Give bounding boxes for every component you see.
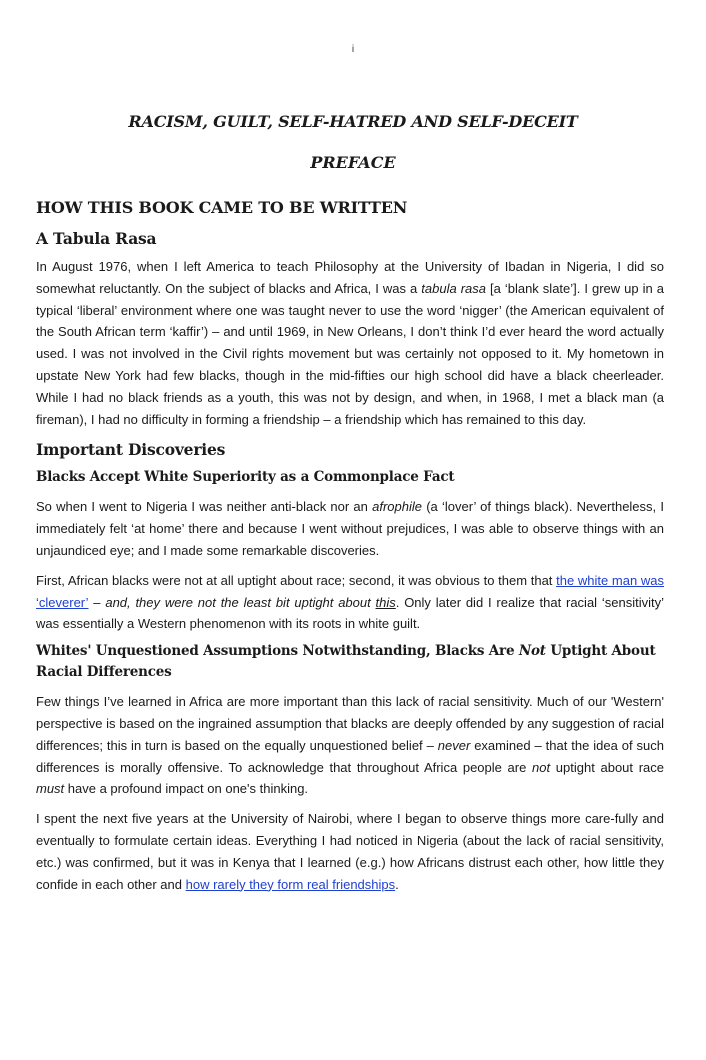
document-body xyxy=(36,198,664,901)
paragraph-first-discovery: First, African blacks were not at all uptight about race; second, it was obvious to them that the white man was ‘cleverer’ – and, they were not the least bit uptight about this. Only later did I realize that racial ‘sensitivity’ was essentially a Western phenomenon with its roots in white guilt. xyxy=(36,572,664,632)
document-title: RACISM, GUILT, SELF-HATRED AND SELF-DECEIT xyxy=(128,112,578,131)
preface-heading: PREFACE xyxy=(310,153,396,172)
paragraph-tabula-rasa: In August 1976, when I left America to teach Philosophy at the University of Ibadan in Nigeria, I did so somewhat reluctantly. On the subject of blacks and Africa, I was a tabula rasa [a ‘blank slate’]. I grew up in a typical ‘liberal’ environment where one was taught never to use the word ‘nigger’ (the American equivalent of the South African term ‘kaffir’) – and until 1969, in New Orleans, I don’t think I’d ever heard the word actually used. I was not involved in the Civil rights movement but was certainly not opposed to it. My hometown in upstate New York had few blacks, though in the mid-fifties our high school did have a black cheerleader. While I had no black friends as a youth, this was not by design, and when, in 1968, I met a black man (a fireman), I had no difficulty in forming a friendship – a friendship which has remained to this day. xyxy=(36,259,664,427)
paragraph-nairobi: I spent the next five years at the University of Nairobi, where I began to observe things more care-fully and eventually to formulate certain ideas. Everything I had noticed in Nigeria (about the lack of racial sensitivity, etc.) was confirmed, but it was in Kenya that I learned (e.g.) how Africans distrust each other, how little they confide in each other and how rarely they form real friendships. xyxy=(36,811,664,892)
subsubsection-heading-white-superiority: Blacks Accept White Superiority as a Commonplace Fact xyxy=(36,469,455,486)
paragraph-nigeria: So when I went to Nigeria I was neither anti-black nor an afrophile (a ‘lover’ of things black). Nevertheless, I immediately felt ‘at home’ there and because I went without prejudices, I was able to observe things with an unjaundiced eye; and I made some remarkable discoveries. xyxy=(36,499,664,558)
subsubsection-heading-not-uptight: Whites' Unquestioned Assumptions Notwithstanding, Blacks Are Not Uptight About Racial Differences xyxy=(36,643,656,681)
subsection-heading-discoveries: Important Discoveries xyxy=(36,440,226,460)
subsection-heading-tabula-rasa: A Tabula Rasa xyxy=(36,229,157,248)
link-white-man-cleverer[interactable]: the white man was ‘cleverer’ xyxy=(36,572,664,610)
section-heading: HOW THIS BOOK CAME TO BE WRITTEN xyxy=(36,198,408,217)
link-real-friendships[interactable]: how rarely they form real friendships xyxy=(185,876,396,892)
paragraph-racial-sensitivity: Few things I’ve learned in Africa are more important than this lack of racial sensitivity. Much of our 'Western' perspective is based on the ingrained assumption that blacks are deeply offended by any suggestion of racial differences; this in turn is based on the equally unquestioned belief – never examined – that the idea of such differences is morally offensive. To acknowledge that throughout Africa people are not uptight about race must have a profound impact on one's thinking. xyxy=(36,694,664,797)
page-number: i xyxy=(351,44,355,55)
